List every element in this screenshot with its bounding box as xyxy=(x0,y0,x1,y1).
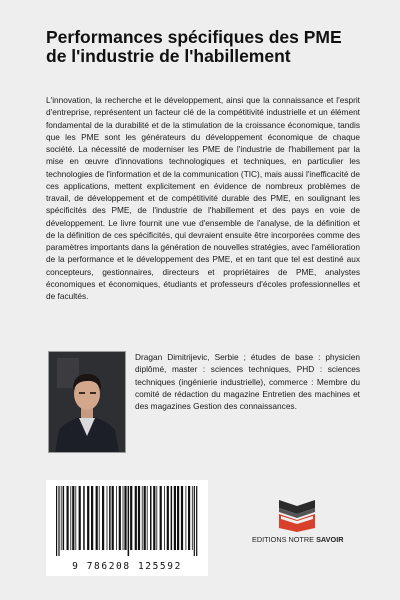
barcode-bar xyxy=(128,486,130,556)
barcode-bar xyxy=(196,486,197,556)
barcode-bar xyxy=(192,486,193,550)
barcode-bar xyxy=(112,486,114,550)
barcode-bar xyxy=(150,486,152,550)
barcode-bar xyxy=(124,486,126,550)
barcode-bar xyxy=(63,486,65,550)
barcode xyxy=(46,480,208,576)
isbn-digits: 9 786208 125592 xyxy=(72,561,182,572)
barcode-bar xyxy=(156,486,157,550)
barcode-bar xyxy=(102,486,104,550)
barcode-bar xyxy=(153,486,155,550)
barcode-bar xyxy=(177,486,179,550)
author-photo xyxy=(48,351,126,453)
barcode-icon xyxy=(46,480,208,560)
book-summary: L'innovation, la recherche et le développement, ainsi que la connaissance et l'esprit d'entreprise, représentent un facteur clé de la compétitivité industrielle et un élément fondamental de la durabilité et de la stimulation de la croissance économique, tandis que les PME sont les générateurs du développement économique de chaque société. La nécessité de moderniser les PME de l'industrie de l'habillement par la mise en œuvre d'innovations technologiques et techniques, en particulier les technologies de l'information et de la communication (TIC), mais aussi l'inefficacité de ces applications, mettent explicitement en évidence de nombreux problèmes de travail, de développement et de compétitivité durable des PME, en soulignant les spécificités des PME, de l'industrie de l'habillement et des pays en voie de développement. Le livre fournit une vue d'ensemble de l'analyse, de la définition et de la définition de ces spécificités, qui devraient ensuite être incorporées comme des paramètres importants dans la génération de nouvelles stratégies, avec l'amélioration de la performance et le développement des PME, et en tant que tel est destiné aux concepteurs, gestionnaires, directeurs et propriétaires de PME, analystes économiques et économiques, étudiants et professeurs d'écoles professionnelles et de facultés. xyxy=(46,95,360,301)
barcode-bar xyxy=(107,486,108,550)
barcode-bar xyxy=(160,486,162,550)
publisher-name xyxy=(252,535,342,544)
barcode-bar xyxy=(181,486,183,550)
barcode-bar xyxy=(79,486,81,550)
barcode-bar xyxy=(99,486,100,550)
barcode-bar xyxy=(119,486,121,550)
publisher-name-prefix: EDITIONS NOTRE xyxy=(252,535,315,544)
publisher-book-icon xyxy=(275,498,319,532)
barcode-bar xyxy=(116,486,117,550)
barcode-bar xyxy=(75,486,76,550)
publisher-logo xyxy=(252,498,342,558)
barcode-bar xyxy=(164,486,165,550)
barcode-bar xyxy=(123,486,124,550)
barcode-bar xyxy=(167,486,169,550)
author-bio: Dragan Dimitrijevic, Serbie ; études de base : physicien diplômé, master : sciences techniques, PHD : sciences techniques (ingénierie industrielle), commerce : Membre du comité de rédaction du magazine Entretien des machines et des magazines Gestion des connaissances. xyxy=(135,352,360,412)
book-title: Performances spécifiques des PME de l'industrie de l'habillement xyxy=(46,27,342,66)
barcode-bar xyxy=(171,486,173,550)
barcode-bar xyxy=(186,486,187,550)
barcode-bar xyxy=(144,486,146,550)
barcode-bar xyxy=(194,486,195,556)
barcode-bar xyxy=(70,486,71,550)
barcode-bar xyxy=(130,486,132,550)
barcode-bar xyxy=(174,486,176,550)
barcode-bar xyxy=(91,486,93,550)
barcode-bar xyxy=(61,486,62,550)
barcode-bar xyxy=(188,486,190,550)
barcode-bar xyxy=(142,486,143,550)
barcode-bar xyxy=(72,486,74,550)
barcode-bar xyxy=(147,486,148,550)
barcode-bar xyxy=(87,486,89,550)
barcode-bar xyxy=(138,486,140,550)
author-portrait-icon xyxy=(49,352,125,452)
barcode-bar xyxy=(135,486,137,550)
barcode-bar xyxy=(83,486,85,550)
barcode-bar xyxy=(56,486,57,556)
barcode-bar xyxy=(96,486,98,550)
barcode-bar xyxy=(58,486,59,556)
barcode-bar xyxy=(67,486,69,550)
barcode-bar xyxy=(109,486,111,550)
publisher-name-suffix: SAVOIR xyxy=(316,535,344,544)
